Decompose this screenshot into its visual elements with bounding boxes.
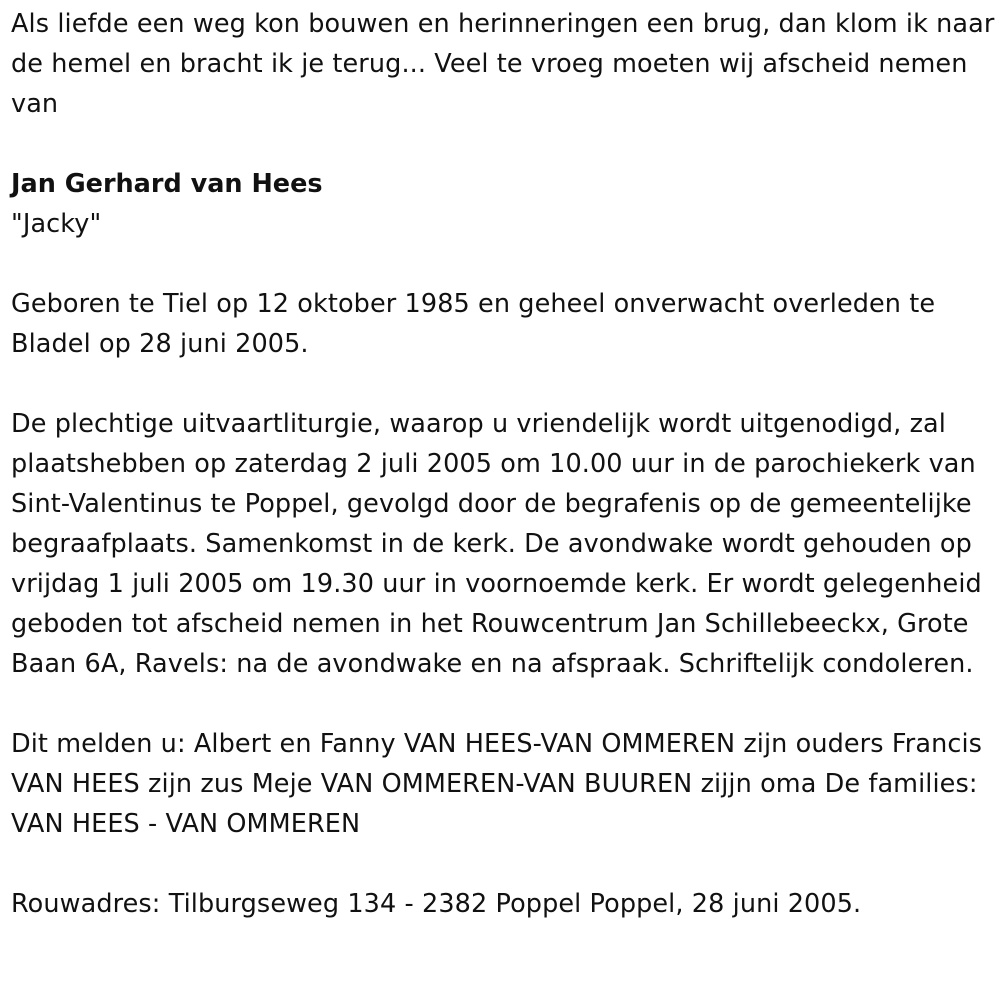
family-paragraph: Dit melden u: Albert en Fanny VAN HEES-VAN OMMEREN zijn ouders Francis VAN HEES zijn zus Meje VAN OMMEREN-VAN BUUREN zijjn oma De families: VAN HEES - VAN OMMEREN xyxy=(11,729,983,839)
spacer xyxy=(11,844,995,884)
spacer xyxy=(11,244,995,284)
obituary-document xyxy=(11,4,995,924)
deceased-nickname: "Jacky" xyxy=(11,209,102,239)
spacer xyxy=(11,684,995,724)
intro-poem: Als liefde een weg kon bouwen en herinneringen een brug, dan klom ik naar de hemel en bracht ik je terug... Veel te vroeg moeten wij afscheid nemen van xyxy=(11,9,995,119)
spacer xyxy=(11,124,995,164)
deceased-name: Jan Gerhard van Hees xyxy=(11,169,323,199)
address-paragraph: Rouwadres: Tilburgseweg 134 - 2382 Poppel Poppel, 28 juni 2005. xyxy=(11,889,862,919)
spacer xyxy=(11,364,995,404)
birth-death-paragraph: Geboren te Tiel op 12 oktober 1985 en geheel onverwacht overleden te Bladel op 28 juni 2005. xyxy=(11,289,936,359)
service-paragraph: De plechtige uitvaartliturgie, waarop u vriendelijk wordt uitgenodigd, zal plaatshebben op zaterdag 2 juli 2005 om 10.00 uur in de parochiekerk van Sint-Valentinus te Poppel, gevolgd door de begrafenis op de gemeentelijke begraafplaats. Samenkomst in de kerk. De avondwake wordt gehouden op vrijdag 1 juli 2005 om 19.30 uur in voornoemde kerk. Er wordt gelegenheid geboden tot afscheid nemen in het Rouwcentrum Jan Schillebeeckx, Grote Baan 6A, Ravels: na de avondwake en na afspraak. Schriftelijk condoleren. xyxy=(11,409,982,679)
